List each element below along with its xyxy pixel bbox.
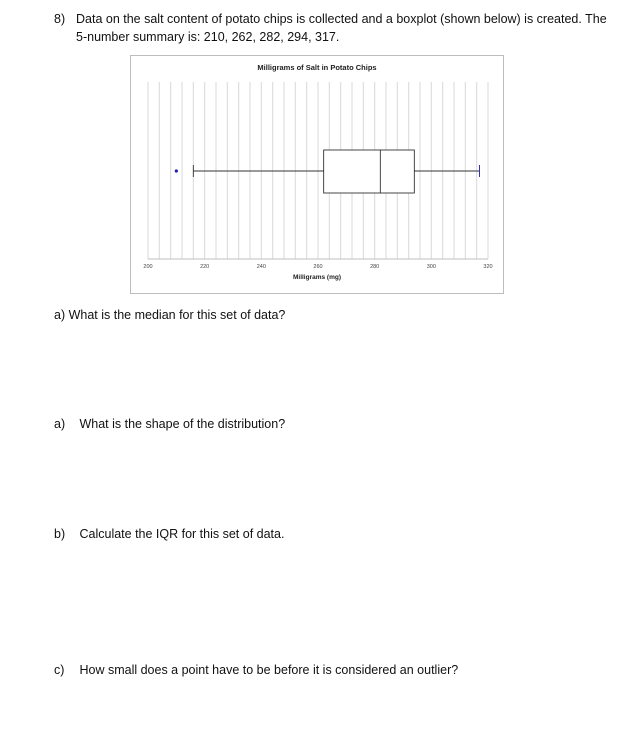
boxplot-svg	[131, 56, 503, 293]
part-label: a)	[54, 308, 66, 322]
part-label: c)	[54, 663, 65, 677]
part-text: Calculate the IQR for this set of data.	[79, 527, 285, 541]
chart-title: Milligrams of Salt in Potato Chips	[257, 63, 377, 72]
x-tick-label: 240	[256, 264, 266, 270]
iqr-box	[324, 150, 415, 193]
question-number: 8)	[54, 12, 66, 26]
part-outlier	[54, 661, 458, 679]
part-iqr	[54, 525, 284, 543]
part-text: What is the shape of the distribution?	[79, 417, 286, 431]
part-text: How small does a point have to be before it is considered an outlier?	[79, 663, 459, 677]
question-text: Data on the salt content of potato chips is collected and a boxplot (shown below) is created. The 5-number summary is: 210, 262, 282, 294, 317.	[76, 12, 607, 44]
x-tick-label: 300	[426, 264, 436, 270]
x-tick-label: 320	[483, 264, 493, 270]
x-tick-label: 200	[143, 264, 153, 270]
boxplot-chart	[130, 55, 504, 294]
part-text: What is the median for this set of data?	[68, 308, 286, 322]
part-shape	[54, 415, 285, 433]
x-tick-label: 220	[200, 264, 210, 270]
x-axis-label: Milligrams (mg)	[292, 274, 342, 281]
part-median	[54, 306, 285, 324]
part-label: b)	[54, 527, 66, 541]
x-tick-label: 280	[370, 264, 380, 270]
question-8	[54, 10, 614, 46]
part-label: a)	[54, 417, 66, 431]
outlier-point	[175, 169, 178, 172]
x-tick-label: 260	[313, 264, 323, 270]
